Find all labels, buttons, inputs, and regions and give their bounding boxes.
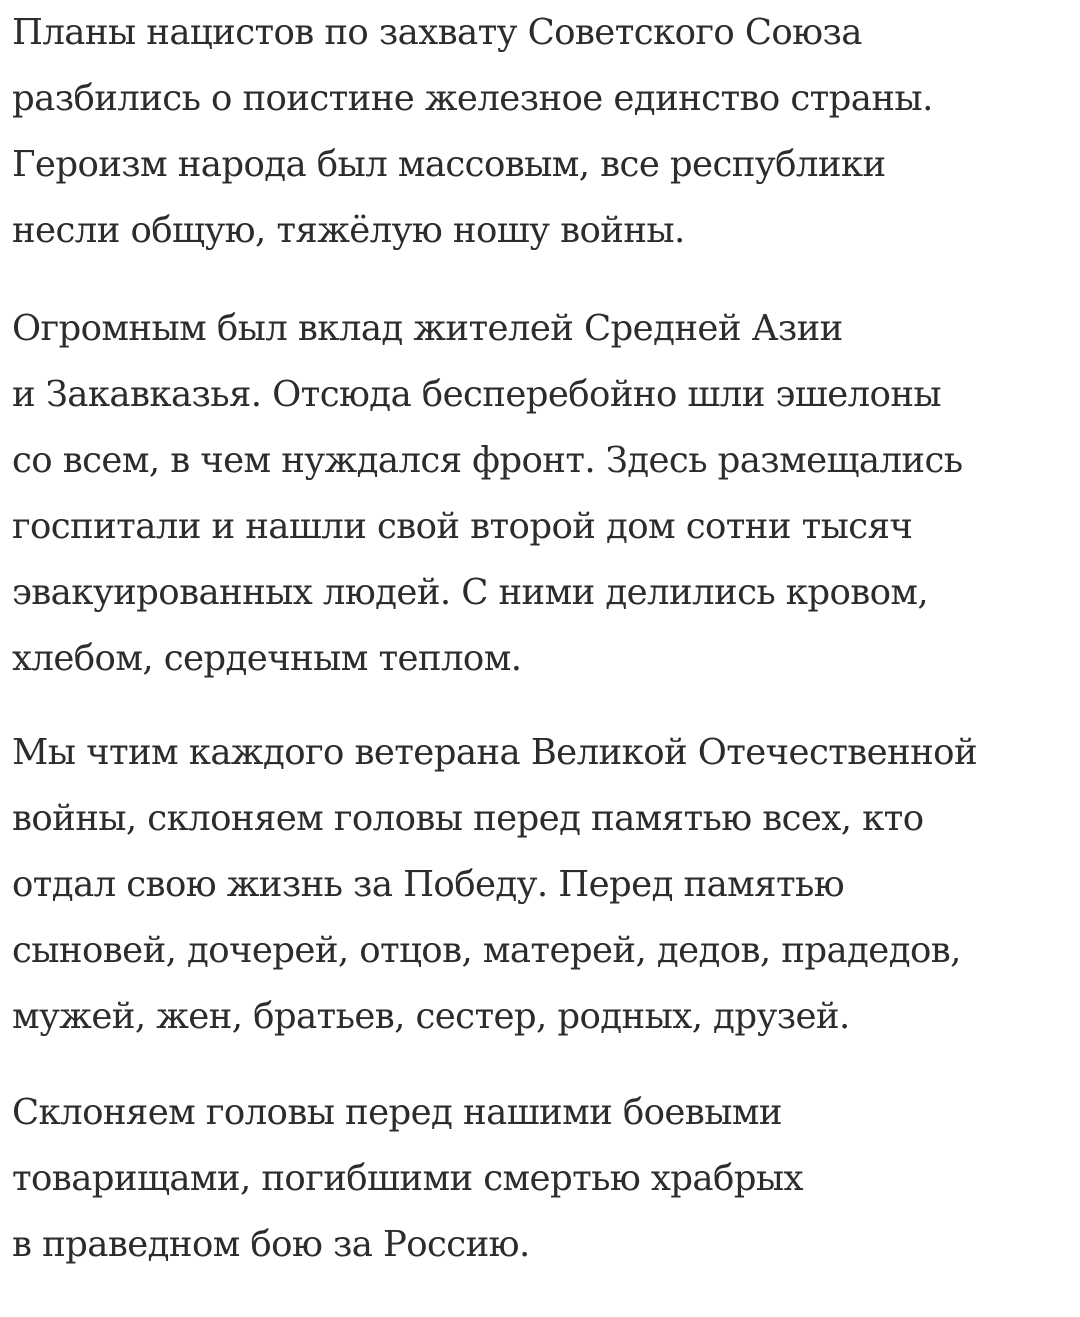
text-line: эвакуированных людей. С ними делились кровом, bbox=[12, 572, 929, 613]
text-line: товарищами, погибшими смертью храбрых bbox=[12, 1158, 803, 1199]
text-line: Мы чтим каждого ветерана Великой Отечественной bbox=[12, 732, 978, 773]
text-line: Склоняем головы перед нашими боевыми bbox=[12, 1092, 782, 1133]
line-prefix: в bbox=[12, 1224, 43, 1265]
text-line: хлебом, сердечным теплом. bbox=[12, 638, 522, 679]
highlighted-phrase[interactable] bbox=[42, 1212, 530, 1278]
text-line: разбились о поистине железное единство страны. bbox=[12, 78, 933, 119]
text-line: госпитали и нашли свой второй дом сотни тысяч bbox=[12, 506, 913, 547]
text-line: и Закавказья. Отсюда бесперебойно шли эшелоны bbox=[12, 374, 942, 415]
text-line: Героизм народа был массовым, все республики bbox=[12, 144, 886, 185]
paragraph-2 bbox=[12, 296, 962, 692]
text-line-last bbox=[12, 1212, 803, 1278]
paragraph-1 bbox=[12, 0, 933, 264]
text-line: мужей, жен, братьев, сестер, родных, друзей. bbox=[12, 996, 850, 1037]
text-line: несли общую, тяжёлую ношу войны. bbox=[12, 210, 685, 251]
paragraph-3 bbox=[12, 720, 977, 1050]
text-line: сыновей, дочерей, отцов, матерей, дедов, прадедов, bbox=[12, 930, 961, 971]
text-line: отдал свою жизнь за Победу. Перед памятью bbox=[12, 864, 845, 905]
highlighted-text: праведном бою за Россию. bbox=[42, 1224, 530, 1265]
text-line: со всем, в чем нуждался фронт. Здесь размещались bbox=[12, 440, 963, 481]
text-line: Огромным был вклад жителей Средней Азии bbox=[12, 308, 843, 349]
text-line: войны, склоняем головы перед памятью всех, кто bbox=[12, 798, 924, 839]
paragraph-4 bbox=[12, 1080, 803, 1278]
text-line: Планы нацистов по захвату Советского Союза bbox=[12, 12, 862, 53]
